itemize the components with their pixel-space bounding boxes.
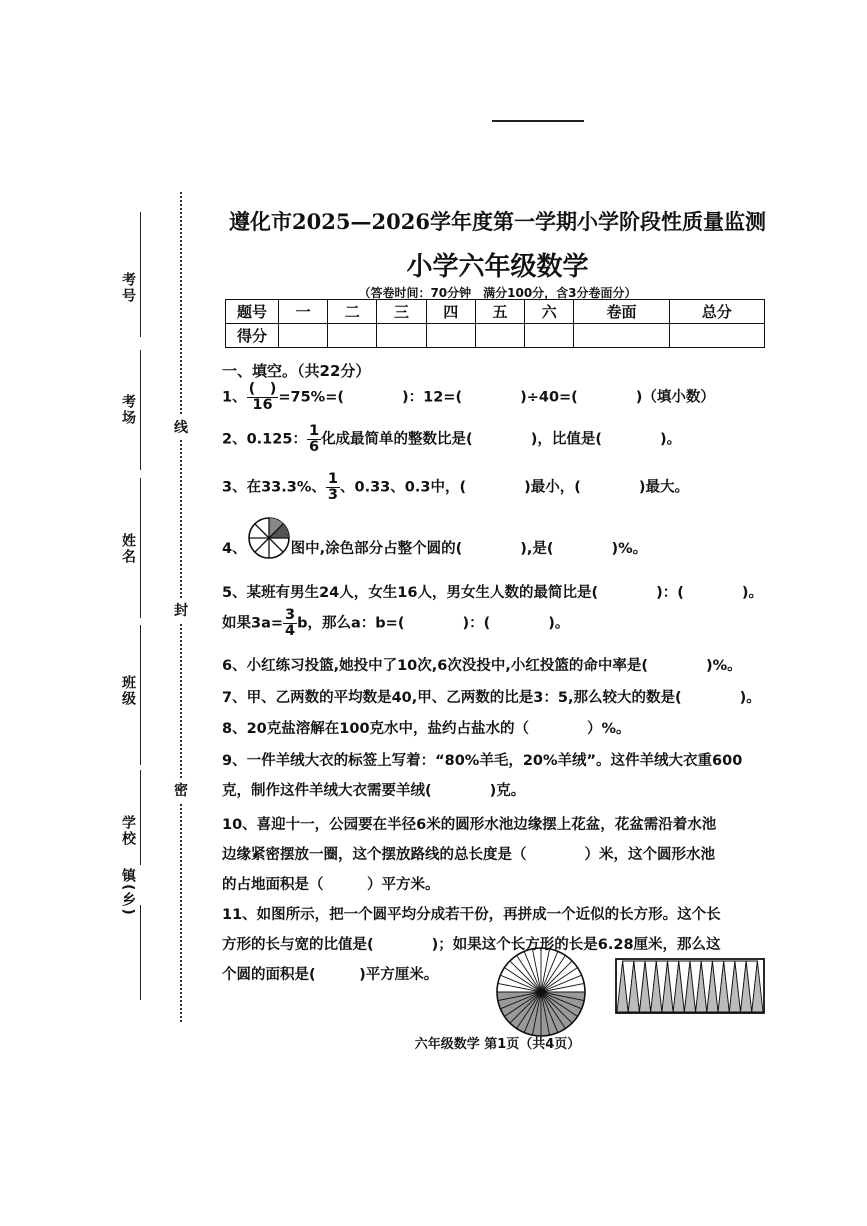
score-header-cell: 总分 xyxy=(669,300,764,324)
question-9-line-1: 9、一件羊绒大衣的标签上写着：“80%羊毛，20%羊绒”。这件羊绒大衣重600 xyxy=(222,753,743,769)
question-5: 5、某班有男生24人，女生16人，男女生人数的最简比是( )：( )。 xyxy=(222,585,763,601)
q3-fraction xyxy=(326,472,340,503)
q5b-fraction xyxy=(283,608,297,639)
score-row-label: 得分 xyxy=(226,324,279,348)
sector-ray xyxy=(510,961,541,992)
q2-prefix: 2、0.125： xyxy=(222,431,307,448)
score-table-header-row xyxy=(226,300,765,324)
question-5b xyxy=(222,608,569,639)
exam-no-label: 考号 xyxy=(120,272,136,304)
score-cell[interactable] xyxy=(328,324,377,348)
top-rule xyxy=(492,120,584,122)
q3-numerator: 1 xyxy=(327,471,338,487)
question-11-line-3: 个圆的面积是( )平方厘米。 xyxy=(222,967,439,983)
q2-numerator: 1 xyxy=(308,423,320,439)
question-10-line-3: 的占地面积是（ ）平方米。 xyxy=(222,877,440,893)
score-cell[interactable] xyxy=(669,324,764,348)
question-11-line-1: 11、如图所示，把一个圆平均分成若干份，再拼成一个近似的长方形。这个长 xyxy=(222,907,721,923)
question-2 xyxy=(222,424,681,455)
question-8: 8、20克盐溶解在100克水中，盐约占盐水的（ ）%。 xyxy=(222,721,631,737)
name-label: 姓名 xyxy=(120,533,136,565)
question-9-line-2: 克，制作这件羊绒大衣需要羊绒( )克。 xyxy=(222,783,526,799)
question-10-line-2: 边缘紧密摆放一圈，这个摆放路线的总长度是（ ）米，这个圆形水池 xyxy=(222,847,715,863)
q3-prefix: 3、在33.3%、 xyxy=(222,479,326,496)
score-table-score-row xyxy=(226,324,765,348)
q5b-text: b，那么a：b=( )：( )。 xyxy=(297,615,570,632)
score-header-cell: 三 xyxy=(377,300,426,324)
seal-mark-dense: 密 xyxy=(174,778,188,802)
question-11-line-2: 方形的长与宽的比值是( )；如果这个长方形的长是6.28厘米，那么这 xyxy=(222,937,721,953)
name-line[interactable] xyxy=(140,478,141,618)
score-header-cell: 题号 xyxy=(226,300,279,324)
score-cell[interactable] xyxy=(525,324,574,348)
score-cell[interactable] xyxy=(426,324,475,348)
q1-fraction xyxy=(247,382,279,413)
q1-numerator[interactable]: ( ) xyxy=(248,381,277,397)
q4-text: 图中,涂色部分占整个圆的( ),是( )%。 xyxy=(290,541,648,557)
score-cell[interactable] xyxy=(279,324,328,348)
exam-no-line[interactable] xyxy=(140,212,141,337)
score-header-cell: 四 xyxy=(426,300,475,324)
seal-mark-line: 线 xyxy=(174,415,188,439)
school-line[interactable] xyxy=(140,770,141,865)
question-4 xyxy=(222,516,647,558)
question-1 xyxy=(222,382,715,413)
score-header-cell: 六 xyxy=(525,300,574,324)
q1-denominator: 16 xyxy=(252,397,273,414)
q1-prefix: 1、 xyxy=(222,389,247,406)
section-heading: 一、填空。（共22分） xyxy=(222,362,371,380)
class-line[interactable] xyxy=(140,625,141,765)
question-6: 6、小红练习投篮,她投中了10次,6次没投中,小红投篮的命中率是( )%。 xyxy=(222,658,742,674)
rearranged-rectangle-diagram xyxy=(615,958,765,1014)
score-cell[interactable] xyxy=(475,324,524,348)
q2-fraction xyxy=(307,424,321,455)
score-header-cell: 一 xyxy=(279,300,328,324)
q2-denominator: 6 xyxy=(308,439,320,456)
q4-prefix: 4、 xyxy=(222,541,247,557)
page-footer: 六年级数学 第1页（共4页） xyxy=(414,1037,581,1052)
divided-circle-diagram xyxy=(495,946,587,1038)
shaded-circle-diagram xyxy=(247,516,291,560)
question-3 xyxy=(222,472,689,503)
sector-ray xyxy=(541,961,572,992)
score-table xyxy=(225,299,765,348)
q3-text: 、0.33、0.3中，( )最小，( )最大。 xyxy=(340,479,689,496)
score-header-cell: 二 xyxy=(328,300,377,324)
town-line[interactable] xyxy=(140,905,141,1000)
question-10-line-1: 10、喜迎十一，公园要在半径6米的圆形水池边缘摆上花盆，花盆需沿着水池 xyxy=(222,817,717,833)
q5b-numerator: 3 xyxy=(285,607,296,623)
class-label: 班级 xyxy=(120,675,136,707)
exam-info: （答卷时间：70分钟 满分100分，含3分卷面分） xyxy=(358,286,637,300)
q2-text: 化成最简单的整数比是( )，比值是( )。 xyxy=(321,431,682,448)
exam-title: 遵化市2025—2026学年度第一学期小学阶段性质量监测 xyxy=(229,209,766,234)
q1-text: =75%=( )：12=( )÷40=( )（填小数） xyxy=(278,389,715,406)
score-cell[interactable] xyxy=(377,324,426,348)
town-label: 镇(乡) xyxy=(120,868,136,917)
question-7: 7、甲、乙两数的平均数是40,甲、乙两数的比是3：5,那么较大的数是( )。 xyxy=(222,690,761,706)
seal-mark-seal: 封 xyxy=(174,598,188,622)
score-header-cell: 五 xyxy=(475,300,524,324)
exam-room-label: 考场 xyxy=(120,394,136,426)
q3-denominator: 3 xyxy=(327,487,338,504)
q5b-denominator: 4 xyxy=(285,623,296,640)
exam-room-line[interactable] xyxy=(140,350,141,470)
q5b-prefix: 如果3a= xyxy=(222,615,284,632)
score-cell[interactable] xyxy=(574,324,669,348)
score-header-cell: 卷面 xyxy=(574,300,669,324)
school-label: 学校 xyxy=(120,815,136,847)
subject-title: 小学六年级数学 xyxy=(406,252,589,282)
